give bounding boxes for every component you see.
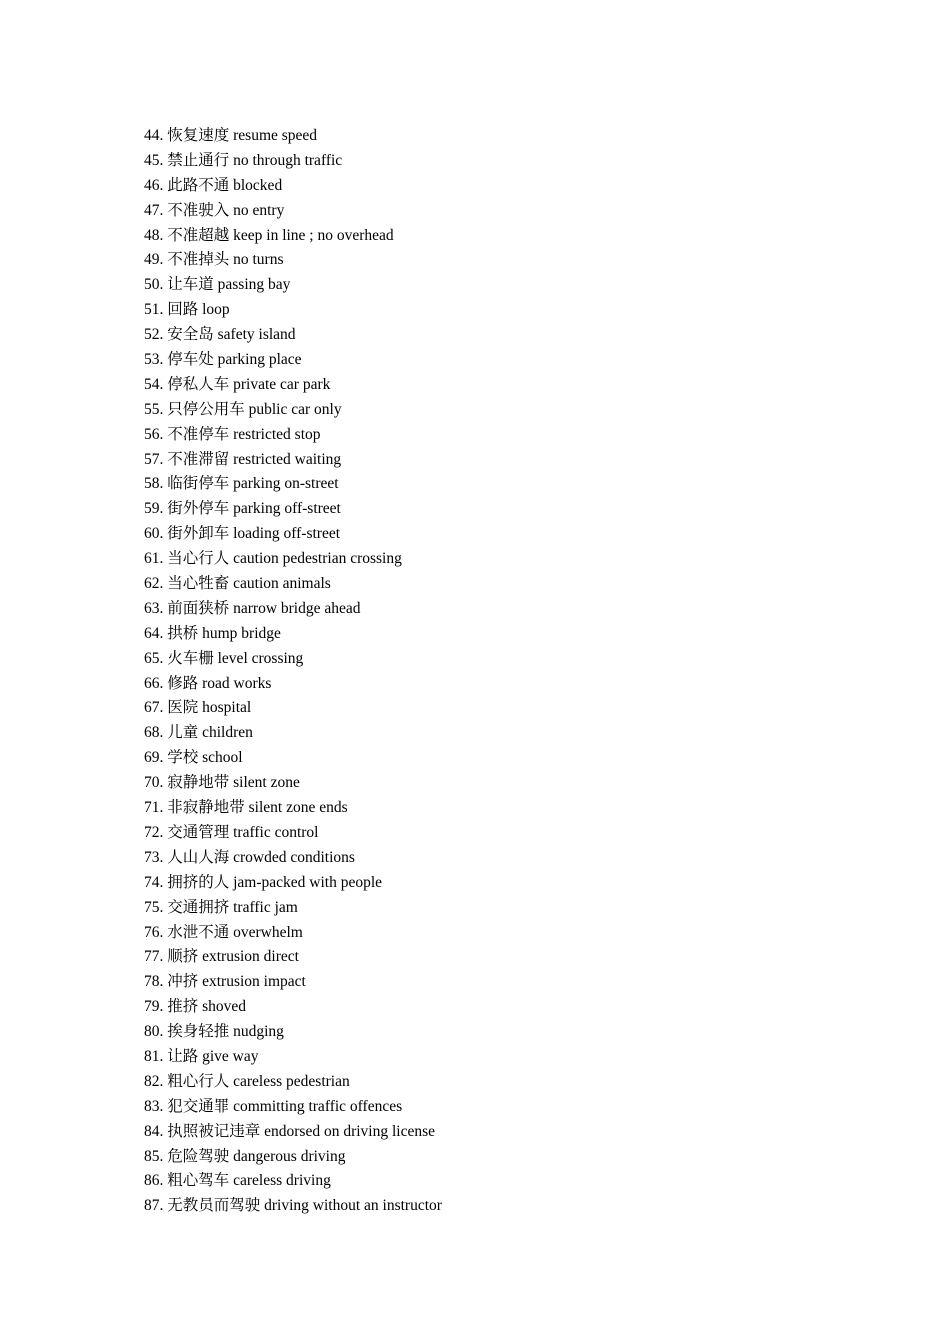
list-item: 63. 前面狭桥 narrow bridge ahead (144, 599, 361, 617)
list-item: 48. 不准超越 keep in line ; no overhead (144, 226, 394, 244)
list-item: 76. 水泄不通 overwhelm (144, 923, 303, 941)
list-item: 73. 人山人海 crowded conditions (144, 848, 355, 866)
list-item: 70. 寂静地带 silent zone (144, 774, 300, 792)
list-item: 56. 不准停车 restricted stop (144, 425, 321, 443)
list-item: 58. 临街停车 parking on-street (144, 475, 339, 493)
list-item: 46. 此路不通 blocked (144, 176, 283, 194)
list-item: 71. 非寂静地带 silent zone ends (144, 799, 348, 817)
list-item: 69. 学校 school (144, 749, 243, 767)
list-item: 59. 街外停车 parking off-street (144, 500, 341, 518)
list-item: 77. 顺挤 extrusion direct (144, 948, 299, 966)
list-item: 64. 拱桥 hump bridge (144, 624, 281, 642)
list-item: 44. 恢复速度 resume speed (144, 127, 318, 144)
list-item: 62. 当心牲畜 caution animals (144, 575, 331, 593)
list-item: 57. 不准滞留 restricted waiting (144, 450, 342, 468)
list-item: 45. 禁止通行 no through traffic (144, 151, 343, 169)
list-item: 86. 粗心驾车 careless driving (144, 1172, 331, 1190)
list-item: 49. 不准掉头 no turns (144, 251, 284, 269)
list-item: 51. 回路 loop (144, 301, 230, 319)
list-item: 81. 让路 give way (144, 1047, 259, 1065)
list-item: 53. 停车处 parking place (144, 351, 302, 369)
list-item: 75. 交通拥挤 traffic jam (144, 898, 298, 916)
list-item: 52. 安全岛 safety island (144, 326, 296, 344)
list-item: 66. 修路 road works (144, 674, 272, 692)
list-item: 67. 医院 hospital (144, 699, 252, 717)
list-item: 54. 停私人车 private car park (144, 375, 331, 393)
list-item: 79. 推挤 shoved (144, 998, 247, 1016)
list-item: 85. 危险驾驶 dangerous driving (144, 1147, 346, 1165)
list-item: 74. 拥挤的人 jam-packed with people (144, 873, 383, 891)
list-item: 50. 让车道 passing bay (144, 276, 291, 294)
list-item: 55. 只停公用车 public car only (144, 400, 342, 418)
list-item: 84. 执照被记违章 endorsed on driving license (144, 1122, 436, 1140)
list-item: 61. 当心行人 caution pedestrian crossing (144, 550, 402, 568)
list-item: 82. 粗心行人 careless pedestrian (144, 1072, 350, 1090)
list-item: 83. 犯交通罪 committing traffic offences (144, 1097, 403, 1115)
list-item: 80. 挨身轻推 nudging (144, 1023, 284, 1041)
list-item: 87. 无教员而驾驶 driving without an instructor (144, 1197, 442, 1215)
vocabulary-list (144, 124, 442, 1219)
list-item: 68. 儿童 children (144, 724, 253, 742)
list-item: 72. 交通管理 traffic control (144, 823, 319, 841)
list-item: 60. 街外卸车 loading off-street (144, 525, 341, 543)
list-item: 65. 火车栅 level crossing (144, 649, 304, 667)
list-item: 78. 冲挤 extrusion impact (144, 973, 306, 991)
list-item: 47. 不准驶入 no entry (144, 201, 285, 219)
